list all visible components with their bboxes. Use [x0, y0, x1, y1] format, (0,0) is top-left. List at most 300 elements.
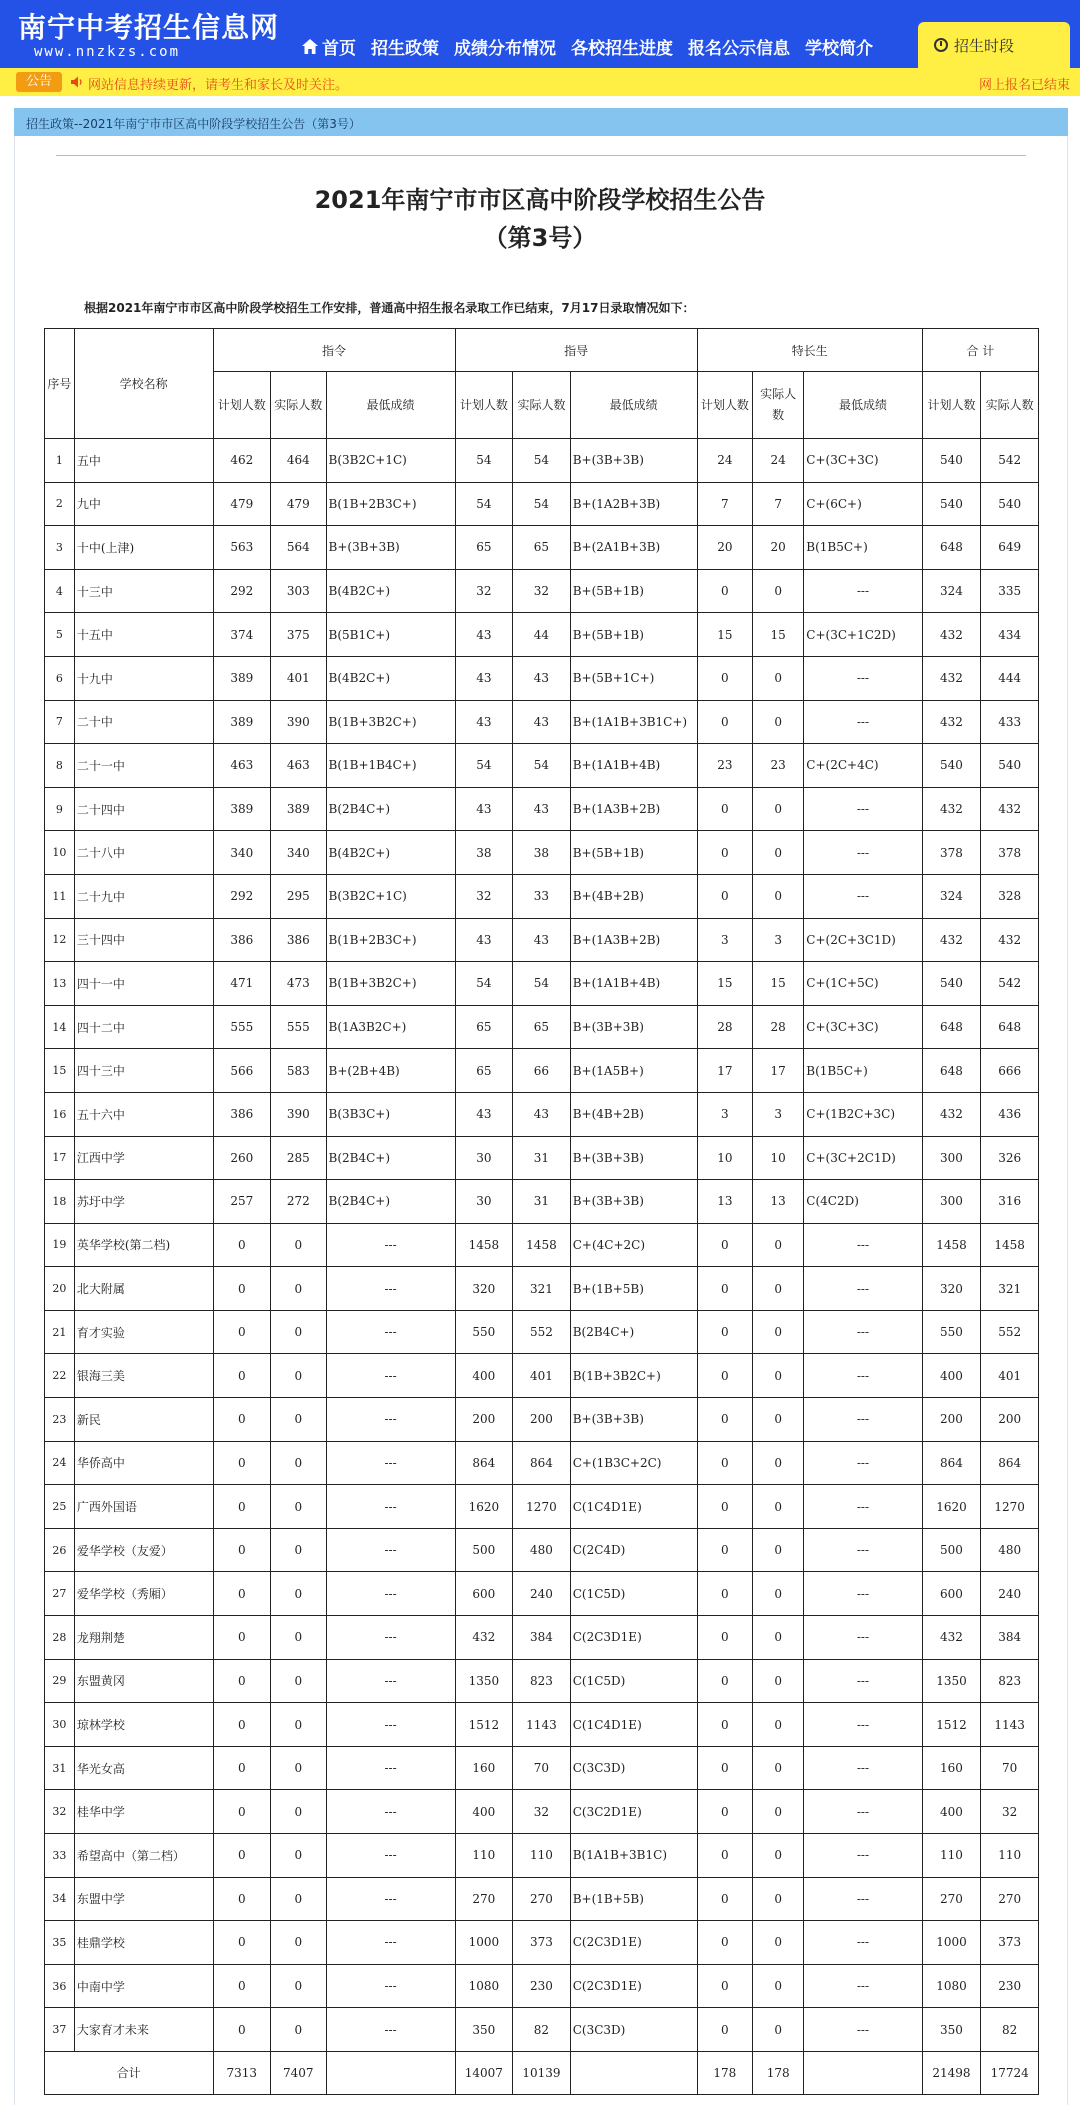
talent-actual-cell: 0: [753, 1834, 804, 1878]
directive-score-cell: B(2B4C+): [326, 787, 455, 831]
admission-time-label: 招生时段: [954, 36, 1015, 55]
guidance-plan-cell: 43: [455, 787, 513, 831]
nav-admission-progress[interactable]: 各校招生进度: [571, 39, 673, 59]
talent-plan-cell: 0: [697, 1921, 752, 1965]
guidance-actual-cell: 270: [513, 1877, 571, 1921]
guidance-score-cell: C(1C4D1E): [570, 1703, 697, 1747]
total-actual-cell: 1458: [981, 1223, 1039, 1267]
talent-score-cell: C+(3C+1C2D): [804, 613, 922, 657]
total-actual-cell: 864: [981, 1441, 1039, 1485]
nav-registration-info[interactable]: 报名公示信息: [688, 39, 790, 59]
directive-plan-cell: 0: [213, 1441, 271, 1485]
seq-cell: 14: [45, 1005, 75, 1049]
school-name-cell: 二十中: [74, 700, 213, 744]
school-name-cell: 桂鼎学校: [74, 1921, 213, 1965]
guidance-actual-cell: 33: [513, 874, 571, 918]
talent-score-cell: ---: [804, 1659, 922, 1703]
directive-plan-cell: 386: [213, 1092, 271, 1136]
guidance-plan-cell: 200: [455, 1398, 513, 1442]
talent-score-cell: ---: [804, 787, 922, 831]
seq-cell: 23: [45, 1398, 75, 1442]
table-row: [45, 1703, 1039, 1747]
seq-cell: 26: [45, 1528, 75, 1572]
guidance-score-cell: B+(4B+2B): [570, 1092, 697, 1136]
seq-cell: 10: [45, 831, 75, 875]
guidance-score-cell: C(2C3D1E): [570, 1964, 697, 2008]
talent-plan-cell: 0: [697, 787, 752, 831]
directive-plan-cell: 0: [213, 1223, 271, 1267]
guidance-score-cell: C(2C3D1E): [570, 1616, 697, 1660]
total-plan-cell: 110: [922, 1834, 981, 1878]
guidance-score-cell: B(1B+3B2C+): [570, 1354, 697, 1398]
directive-score-cell: B(2B4C+): [326, 1180, 455, 1224]
talent-plan-cell: 0: [697, 1485, 752, 1529]
directive-actual-cell: 473: [271, 962, 326, 1006]
guidance-score-cell: C(1C5D): [570, 1572, 697, 1616]
seq-cell: 18: [45, 1180, 75, 1224]
directive-plan-cell: 0: [213, 1485, 271, 1529]
guidance-plan-cell: 1080: [455, 1964, 513, 2008]
speaker-icon: [70, 75, 84, 89]
nav-home[interactable]: [302, 34, 356, 59]
total-actual-cell: 540: [981, 744, 1039, 788]
talent-actual-cell: 24: [753, 439, 804, 483]
totals-talent-score: [804, 2051, 922, 2094]
directive-score-cell: B(1B+3B2C+): [326, 962, 455, 1006]
directive-plan-cell: 292: [213, 874, 271, 918]
directive-actual-cell: 389: [271, 787, 326, 831]
total-plan-cell: 160: [922, 1746, 981, 1790]
talent-score-cell: B(1B5C+): [804, 1049, 922, 1093]
table-row: [45, 656, 1039, 700]
guidance-plan-cell: 500: [455, 1528, 513, 1572]
school-name-cell: 琼林学校: [74, 1703, 213, 1747]
school-name-cell: 九中: [74, 482, 213, 526]
school-name-cell: 四十一中: [74, 962, 213, 1006]
directive-score-cell: B(3B2C+1C): [326, 874, 455, 918]
directive-plan-cell: 0: [213, 1310, 271, 1354]
guidance-score-cell: B+(5B+1B): [570, 613, 697, 657]
directive-plan-cell: 0: [213, 1921, 271, 1965]
guidance-score-cell: B+(1A1B+4B): [570, 744, 697, 788]
total-actual-cell: 316: [981, 1180, 1039, 1224]
guidance-actual-cell: 31: [513, 1136, 571, 1180]
guidance-score-cell: B+(3B+3B): [570, 1005, 697, 1049]
directive-score-cell: B(1B+1B4C+): [326, 744, 455, 788]
school-name-cell: 英华学校(第二档): [74, 1223, 213, 1267]
total-actual-cell: 384: [981, 1616, 1039, 1660]
talent-score-cell: ---: [804, 1485, 922, 1529]
seq-cell: 8: [45, 744, 75, 788]
nav-policy[interactable]: 招生政策: [371, 39, 439, 59]
talent-actual-cell: 0: [753, 569, 804, 613]
seq-cell: 32: [45, 1790, 75, 1834]
seq-cell: 25: [45, 1485, 75, 1529]
directive-plan-cell: 555: [213, 1005, 271, 1049]
total-actual-cell: 32: [981, 1790, 1039, 1834]
guidance-plan-cell: 65: [455, 1049, 513, 1093]
table-row: [45, 1267, 1039, 1311]
directive-plan-cell: 0: [213, 1703, 271, 1747]
total-actual-cell: 70: [981, 1746, 1039, 1790]
guidance-plan-cell: 864: [455, 1441, 513, 1485]
nav-score-distribution[interactable]: 成绩分布情况: [454, 39, 556, 59]
directive-actual-cell: 0: [271, 1572, 326, 1616]
total-actual-cell: 326: [981, 1136, 1039, 1180]
talent-score-cell: ---: [804, 1572, 922, 1616]
talent-actual-cell: 0: [753, 1921, 804, 1965]
seq-cell: 2: [45, 482, 75, 526]
total-plan-cell: 500: [922, 1528, 981, 1572]
total-actual-cell: 542: [981, 439, 1039, 483]
school-name-cell: 龙翔荆楚: [74, 1616, 213, 1660]
total-plan-cell: 432: [922, 613, 981, 657]
school-name-cell: 五十六中: [74, 1092, 213, 1136]
total-actual-cell: 335: [981, 569, 1039, 613]
directive-score-cell: ---: [326, 1659, 455, 1703]
directive-actual-cell: 303: [271, 569, 326, 613]
totals-row: [45, 2051, 1039, 2094]
site-url: www.nnzkzs.com: [34, 44, 181, 60]
guidance-actual-cell: 384: [513, 1616, 571, 1660]
talent-actual-cell: 15: [753, 962, 804, 1006]
guidance-actual-cell: 43: [513, 656, 571, 700]
guidance-actual-cell: 373: [513, 1921, 571, 1965]
directive-actual-cell: 0: [271, 1528, 326, 1572]
guidance-score-cell: B+(5B+1B): [570, 831, 697, 875]
guidance-actual-cell: 230: [513, 1964, 571, 2008]
directive-score-cell: ---: [326, 1310, 455, 1354]
totals-directive-plan: 7313: [213, 2051, 271, 2094]
talent-plan-cell: 0: [697, 1354, 752, 1398]
guidance-plan-cell: 43: [455, 918, 513, 962]
guidance-plan-cell: 1458: [455, 1223, 513, 1267]
directive-actual-cell: 390: [271, 1092, 326, 1136]
header-school: 学校名称: [74, 329, 213, 439]
directive-actual-cell: 0: [271, 2008, 326, 2052]
school-name-cell: 四十三中: [74, 1049, 213, 1093]
guidance-score-cell: B+(1A5B+): [570, 1049, 697, 1093]
talent-actual-cell: 7: [753, 482, 804, 526]
header-plan: 计划人数: [455, 372, 513, 439]
seq-cell: 9: [45, 787, 75, 831]
total-plan-cell: 350: [922, 2008, 981, 2052]
guidance-score-cell: C(3C3D): [570, 2008, 697, 2052]
breadcrumb[interactable]: 招生政策--2021年南宁市市区高中阶段学校招生公告（第3号）: [26, 117, 361, 131]
directive-actual-cell: 272: [271, 1180, 326, 1224]
directive-actual-cell: 463: [271, 744, 326, 788]
guidance-score-cell: B+(4B+2B): [570, 874, 697, 918]
directive-plan-cell: 0: [213, 1398, 271, 1442]
directive-actual-cell: 0: [271, 1921, 326, 1965]
seq-cell: 3: [45, 526, 75, 570]
totals-guidance-score: [570, 2051, 697, 2094]
talent-actual-cell: 17: [753, 1049, 804, 1093]
talent-plan-cell: 0: [697, 2008, 752, 2052]
directive-actual-cell: 0: [271, 1354, 326, 1398]
seq-cell: 4: [45, 569, 75, 613]
guidance-actual-cell: 43: [513, 1092, 571, 1136]
directive-score-cell: B(4B2C+): [326, 831, 455, 875]
guidance-actual-cell: 66: [513, 1049, 571, 1093]
directive-plan-cell: 0: [213, 1834, 271, 1878]
talent-actual-cell: 13: [753, 1180, 804, 1224]
directive-score-cell: ---: [326, 1267, 455, 1311]
total-plan-cell: 1080: [922, 1964, 981, 2008]
directive-score-cell: ---: [326, 1877, 455, 1921]
guidance-plan-cell: 160: [455, 1746, 513, 1790]
guidance-actual-cell: 552: [513, 1310, 571, 1354]
site-title[interactable]: 南宁中考招生信息网: [18, 11, 280, 44]
guidance-plan-cell: 65: [455, 526, 513, 570]
totals-directive-actual: 7407: [271, 2051, 326, 2094]
talent-plan-cell: 0: [697, 1746, 752, 1790]
header-score: 最低成绩: [326, 372, 455, 439]
guidance-plan-cell: 600: [455, 1572, 513, 1616]
notice-badge: 公告: [16, 72, 62, 92]
home-icon: [302, 39, 318, 54]
directive-score-cell: B(1A3B2C+): [326, 1005, 455, 1049]
directive-score-cell: ---: [326, 1616, 455, 1660]
directive-plan-cell: 389: [213, 787, 271, 831]
total-actual-cell: 328: [981, 874, 1039, 918]
guidance-plan-cell: 54: [455, 962, 513, 1006]
school-name-cell: 十五中: [74, 613, 213, 657]
guidance-score-cell: C(2C4D): [570, 1528, 697, 1572]
total-plan-cell: 550: [922, 1310, 981, 1354]
guidance-actual-cell: 43: [513, 787, 571, 831]
talent-actual-cell: 0: [753, 787, 804, 831]
guidance-score-cell: B+(1A3B+2B): [570, 787, 697, 831]
total-actual-cell: 649: [981, 526, 1039, 570]
talent-score-cell: C+(2C+4C): [804, 744, 922, 788]
directive-actual-cell: 0: [271, 1267, 326, 1311]
talent-plan-cell: 24: [697, 439, 752, 483]
total-actual-cell: 433: [981, 700, 1039, 744]
talent-plan-cell: 15: [697, 613, 752, 657]
guidance-actual-cell: 1270: [513, 1485, 571, 1529]
notice-bar: [0, 68, 1080, 96]
talent-score-cell: C+(6C+): [804, 482, 922, 526]
school-name-cell: 四十二中: [74, 1005, 213, 1049]
total-actual-cell: 373: [981, 1921, 1039, 1965]
guidance-actual-cell: 823: [513, 1659, 571, 1703]
talent-plan-cell: 17: [697, 1049, 752, 1093]
talent-score-cell: ---: [804, 1441, 922, 1485]
guidance-score-cell: B+(1B+5B): [570, 1877, 697, 1921]
table-row: [45, 1834, 1039, 1878]
talent-actual-cell: 15: [753, 613, 804, 657]
table-row: [45, 1310, 1039, 1354]
guidance-actual-cell: 43: [513, 918, 571, 962]
totals-guidance-plan: 14007: [455, 2051, 513, 2094]
school-name-cell: 五中: [74, 439, 213, 483]
site-header: [0, 0, 1080, 68]
guidance-actual-cell: 864: [513, 1441, 571, 1485]
talent-actual-cell: 0: [753, 1877, 804, 1921]
talent-actual-cell: 0: [753, 1964, 804, 2008]
guidance-score-cell: C(3C3D): [570, 1746, 697, 1790]
guidance-plan-cell: 32: [455, 569, 513, 613]
header-plan: 计划人数: [213, 372, 271, 439]
seq-cell: 37: [45, 2008, 75, 2052]
table-row: [45, 1223, 1039, 1267]
header-actual: 实际人数: [753, 372, 804, 439]
guidance-score-cell: C+(1B3C+2C): [570, 1441, 697, 1485]
total-actual-cell: 270: [981, 1877, 1039, 1921]
directive-actual-cell: 583: [271, 1049, 326, 1093]
article-subtitle: （第3号）: [483, 224, 597, 252]
directive-plan-cell: 0: [213, 1964, 271, 2008]
total-actual-cell: 823: [981, 1659, 1039, 1703]
seq-cell: 24: [45, 1441, 75, 1485]
guidance-plan-cell: 320: [455, 1267, 513, 1311]
talent-plan-cell: 0: [697, 1572, 752, 1616]
guidance-plan-cell: 1000: [455, 1921, 513, 1965]
directive-plan-cell: 0: [213, 1659, 271, 1703]
total-plan-cell: 300: [922, 1136, 981, 1180]
talent-plan-cell: 20: [697, 526, 752, 570]
talent-plan-cell: 0: [697, 874, 752, 918]
directive-score-cell: B+(3B+3B): [326, 526, 455, 570]
total-actual-cell: 200: [981, 1398, 1039, 1442]
talent-score-cell: B(1B5C+): [804, 526, 922, 570]
directive-plan-cell: 563: [213, 526, 271, 570]
school-name-cell: 十九中: [74, 656, 213, 700]
talent-actual-cell: 0: [753, 831, 804, 875]
directive-actual-cell: 340: [271, 831, 326, 875]
directive-plan-cell: 462: [213, 439, 271, 483]
talent-actual-cell: 0: [753, 1354, 804, 1398]
talent-score-cell: ---: [804, 1834, 922, 1878]
guidance-plan-cell: 30: [455, 1136, 513, 1180]
directive-score-cell: B(1B+2B3C+): [326, 482, 455, 526]
total-plan-cell: 864: [922, 1441, 981, 1485]
total-plan-cell: 432: [922, 1092, 981, 1136]
table-row: [45, 2008, 1039, 2052]
talent-plan-cell: 15: [697, 962, 752, 1006]
directive-actual-cell: 0: [271, 1659, 326, 1703]
table-row: [45, 1485, 1039, 1529]
total-actual-cell: 648: [981, 1005, 1039, 1049]
talent-actual-cell: 0: [753, 874, 804, 918]
guidance-actual-cell: 31: [513, 1180, 571, 1224]
talent-plan-cell: 0: [697, 1310, 752, 1354]
directive-actual-cell: 285: [271, 1136, 326, 1180]
total-actual-cell: 1143: [981, 1703, 1039, 1747]
table-row: [45, 874, 1039, 918]
seq-cell: 11: [45, 874, 75, 918]
directive-score-cell: ---: [326, 1485, 455, 1529]
talent-plan-cell: 0: [697, 569, 752, 613]
school-name-cell: 北大附属: [74, 1267, 213, 1311]
directive-plan-cell: 389: [213, 700, 271, 744]
table-row: [45, 1746, 1039, 1790]
talent-actual-cell: 0: [753, 1746, 804, 1790]
talent-score-cell: ---: [804, 2008, 922, 2052]
total-plan-cell: 432: [922, 1616, 981, 1660]
seq-cell: 19: [45, 1223, 75, 1267]
talent-plan-cell: 0: [697, 656, 752, 700]
directive-actual-cell: 0: [271, 1834, 326, 1878]
school-name-cell: 希望高中（第二档）: [74, 1834, 213, 1878]
directive-actual-cell: 295: [271, 874, 326, 918]
directive-score-cell: B(2B4C+): [326, 1136, 455, 1180]
clock-icon: [934, 38, 948, 52]
header-plan: 计划人数: [922, 372, 981, 439]
guidance-plan-cell: 1512: [455, 1703, 513, 1747]
school-name-cell: 二十八中: [74, 831, 213, 875]
directive-plan-cell: 0: [213, 1746, 271, 1790]
registration-status-link[interactable]: 网上报名已结束: [978, 78, 1070, 93]
talent-score-cell: ---: [804, 700, 922, 744]
guidance-actual-cell: 38: [513, 831, 571, 875]
directive-score-cell: B(1B+2B3C+): [326, 918, 455, 962]
guidance-score-cell: B+(5B+1B): [570, 569, 697, 613]
directive-plan-cell: 471: [213, 962, 271, 1006]
directive-plan-cell: 257: [213, 1180, 271, 1224]
total-plan-cell: 432: [922, 787, 981, 831]
seq-cell: 28: [45, 1616, 75, 1660]
totals-talent-plan: 178: [697, 2051, 752, 2094]
directive-score-cell: ---: [326, 2008, 455, 2052]
talent-score-cell: ---: [804, 874, 922, 918]
directive-actual-cell: 0: [271, 1964, 326, 2008]
total-plan-cell: 540: [922, 744, 981, 788]
talent-actual-cell: 0: [753, 700, 804, 744]
talent-actual-cell: 0: [753, 1616, 804, 1660]
guidance-score-cell: B+(3B+3B): [570, 1180, 697, 1224]
table-row: [45, 526, 1039, 570]
school-name-cell: 华侨高中: [74, 1441, 213, 1485]
talent-score-cell: ---: [804, 1921, 922, 1965]
guidance-plan-cell: 400: [455, 1790, 513, 1834]
total-plan-cell: 540: [922, 482, 981, 526]
total-actual-cell: 666: [981, 1049, 1039, 1093]
guidance-actual-cell: 82: [513, 2008, 571, 2052]
admissions-table: [44, 328, 1039, 2095]
talent-plan-cell: 0: [697, 1964, 752, 2008]
totals-label: 合计: [45, 2051, 214, 2094]
guidance-score-cell: B+(1A1B+4B): [570, 962, 697, 1006]
directive-plan-cell: 340: [213, 831, 271, 875]
table-row: [45, 1136, 1039, 1180]
school-name-cell: 三十四中: [74, 918, 213, 962]
nav-school-intro[interactable]: 学校简介: [805, 39, 873, 59]
guidance-plan-cell: 432: [455, 1616, 513, 1660]
directive-score-cell: ---: [326, 1572, 455, 1616]
table-row: [45, 439, 1039, 483]
talent-score-cell: ---: [804, 1267, 922, 1311]
total-actual-cell: 110: [981, 1834, 1039, 1878]
total-plan-cell: 324: [922, 569, 981, 613]
directive-actual-cell: 464: [271, 439, 326, 483]
guidance-actual-cell: 1143: [513, 1703, 571, 1747]
seq-cell: 17: [45, 1136, 75, 1180]
total-plan-cell: 324: [922, 874, 981, 918]
directive-score-cell: B(3B2C+1C): [326, 439, 455, 483]
directive-score-cell: B(5B1C+): [326, 613, 455, 657]
guidance-plan-cell: 550: [455, 1310, 513, 1354]
school-name-cell: 育才实验: [74, 1310, 213, 1354]
admission-time-button[interactable]: [918, 22, 1070, 68]
talent-actual-cell: 0: [753, 1485, 804, 1529]
guidance-score-cell: C+(4C+2C): [570, 1223, 697, 1267]
seq-cell: 15: [45, 1049, 75, 1093]
guidance-actual-cell: 44: [513, 613, 571, 657]
directive-score-cell: ---: [326, 1746, 455, 1790]
talent-score-cell: ---: [804, 656, 922, 700]
